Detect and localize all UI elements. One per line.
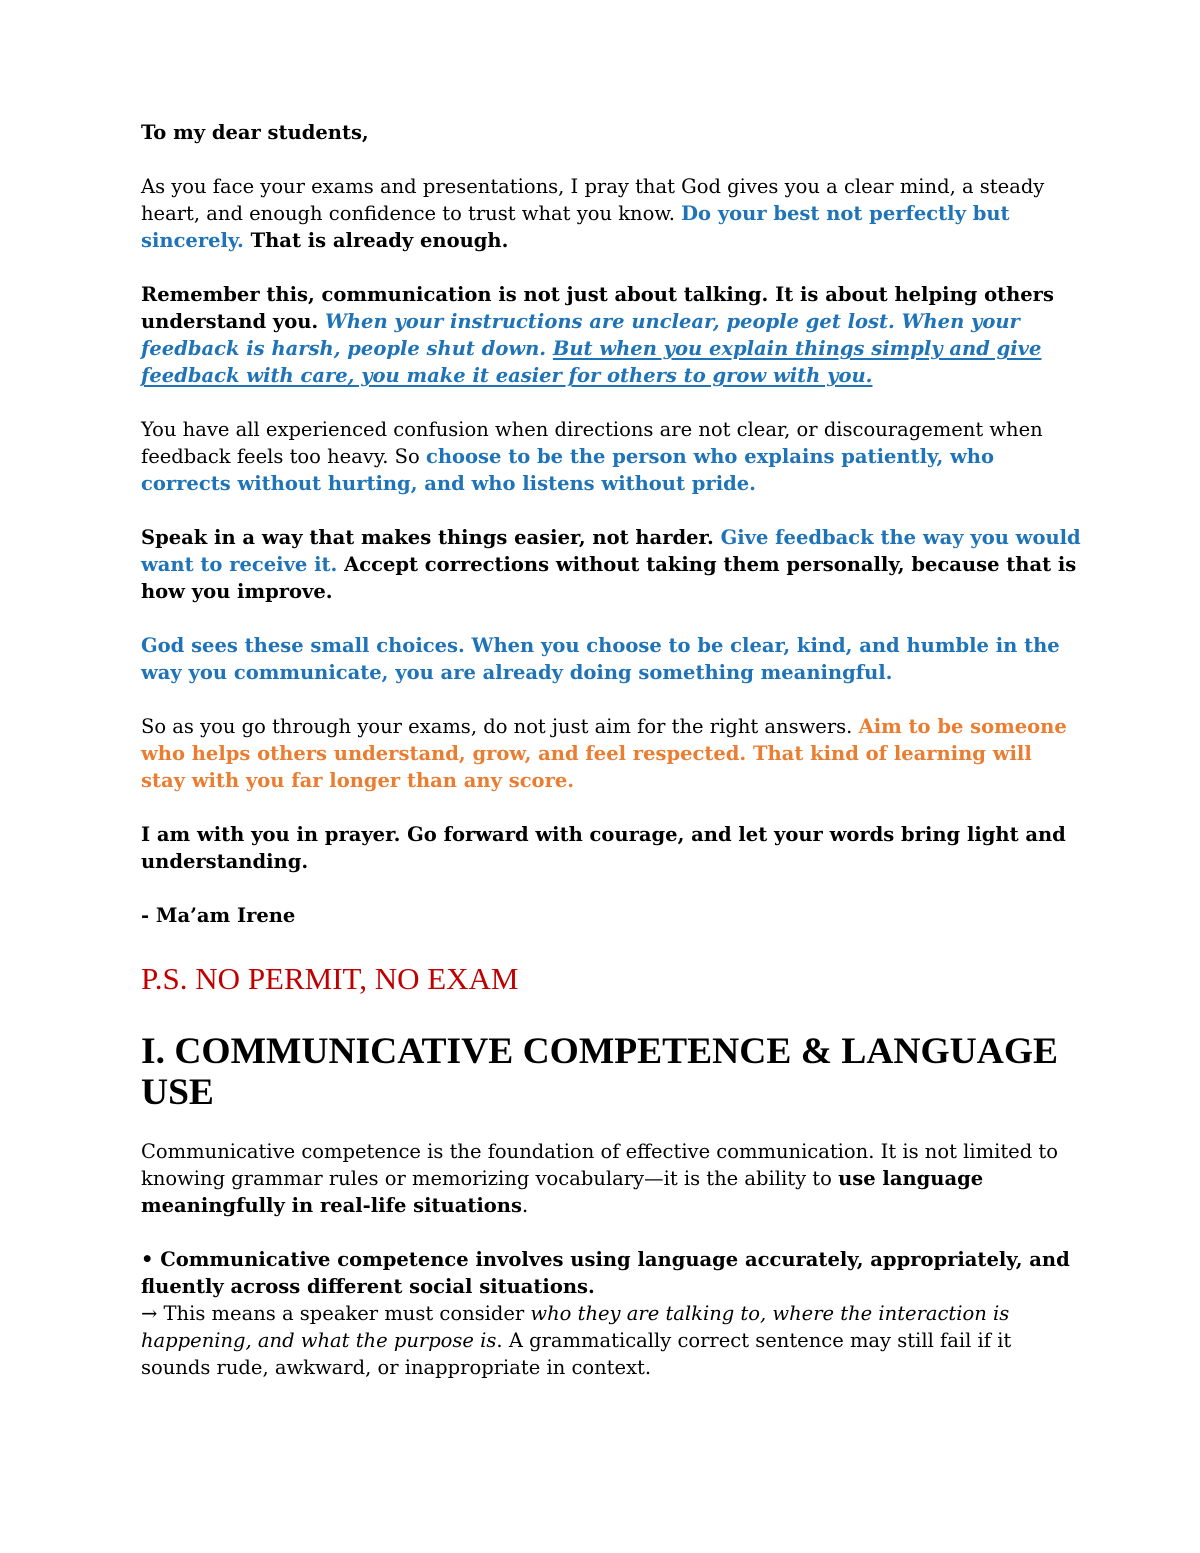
highlight-blue: Give feedback the way you would want to receive it.: [141, 526, 1081, 576]
highlight-blue-italic: When your instructions are unclear, people get lost. When your feedback is harsh, people shut down.: [141, 310, 1020, 360]
bullet-item: • Communicative competence involves using language accurately, appropriately, and fluently across different social situations.: [141, 1248, 1070, 1298]
paragraph-god-sees: God sees these small choices. When you choose to be clear, kind, and humble in the way you communicate, you are already doing something meaningful.: [141, 634, 1060, 684]
text-run-bold: Remember this, communication is not just about talking. It is about helping others understand you.: [141, 283, 1054, 333]
salutation: To my dear students,: [141, 121, 369, 144]
text-run-bold: Speak in a way that makes things easier, not harder.: [141, 526, 721, 549]
text-run: You have all experienced confusion when directions are not clear, or discouragement when feedback feels too heavy. So: [141, 418, 1043, 468]
text-run-bold: Accept corrections without taking them personally, because that is how you improve.: [141, 553, 1077, 603]
text-run-bold: use language meaningfully in real-life situations: [141, 1167, 984, 1217]
paragraph-communication: [141, 281, 1081, 389]
paragraph-intro: [141, 1138, 1081, 1219]
highlight-blue: Do your best not perfectly but sincerely.: [141, 202, 1010, 252]
signature: - Ma’am Irene: [141, 904, 296, 927]
text-run: → This means a speaker must consider: [141, 1302, 531, 1325]
document-body: [141, 119, 1081, 1381]
text-run-bold: That is already enough.: [243, 229, 509, 252]
text-run: As you face your exams and presentations, I pray that God gives you a clear mind, a steady heart, and enough confidence to trust what you know.: [141, 175, 1045, 225]
highlight-blue: choose to be the person who explains patiently, who corrects without hurting, and who listens without pride.: [141, 445, 994, 495]
ps-note: P.S. NO PERMIT, NO EXAM: [141, 961, 519, 996]
text-run: Communicative competence is the foundation of effective communication. It is not limited to knowing grammar rules or memorizing vocabulary—it is the ability to: [141, 1140, 1058, 1190]
highlight-orange: Aim to be someone who helps others understand, grow, and feel respected. That kind of learning will stay with you far longer than any score.: [141, 715, 1067, 792]
paragraph-confusion: [141, 416, 1081, 497]
paragraph-prayer: I am with you in prayer. Go forward with courage, and let your words bring light and understanding.: [141, 823, 1066, 873]
highlight-blue-underlined: But when you explain things simply and give feedback with care, you make it easier for others to grow with you.: [141, 337, 1042, 387]
bullet-explanation: [141, 1300, 1081, 1381]
paragraph-aim: [141, 713, 1081, 794]
text-run: . A grammatically correct sentence may still fail if it sounds rude, awkward, or inappropriate in context.: [141, 1329, 1012, 1379]
section-heading: I. COMMUNICATIVE COMPETENCE & LANGUAGE USE: [141, 1031, 1059, 1113]
text-run-italic: who they are talking to, where the interaction is happening, and what the purpose is: [141, 1302, 1010, 1352]
text-run: So as you go through your exams, do not just aim for the right answers.: [141, 715, 859, 738]
paragraph-exams-prayer: [141, 173, 1081, 254]
paragraph-speak: [141, 524, 1081, 605]
text-run: .: [521, 1194, 529, 1217]
